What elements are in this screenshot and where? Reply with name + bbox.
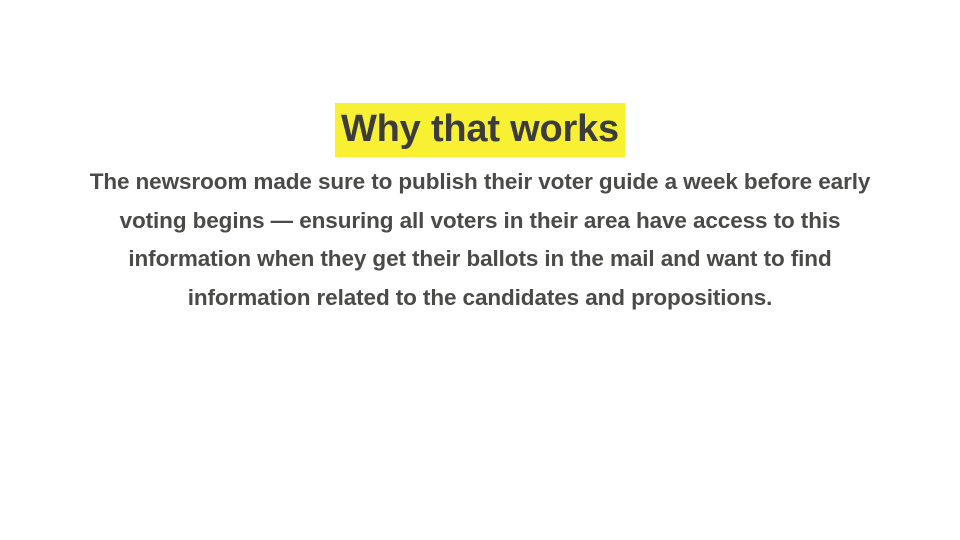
slide-body-text: The newsroom made sure to publish their voter guide a week before early voting begins — ensuring all voters in their area have access to this information when they get their ballots in the mail and want to find information related to the candidates and propositions. (89, 169, 871, 310)
page-title: Why that works (335, 103, 625, 157)
slide-body-container (80, 163, 880, 317)
